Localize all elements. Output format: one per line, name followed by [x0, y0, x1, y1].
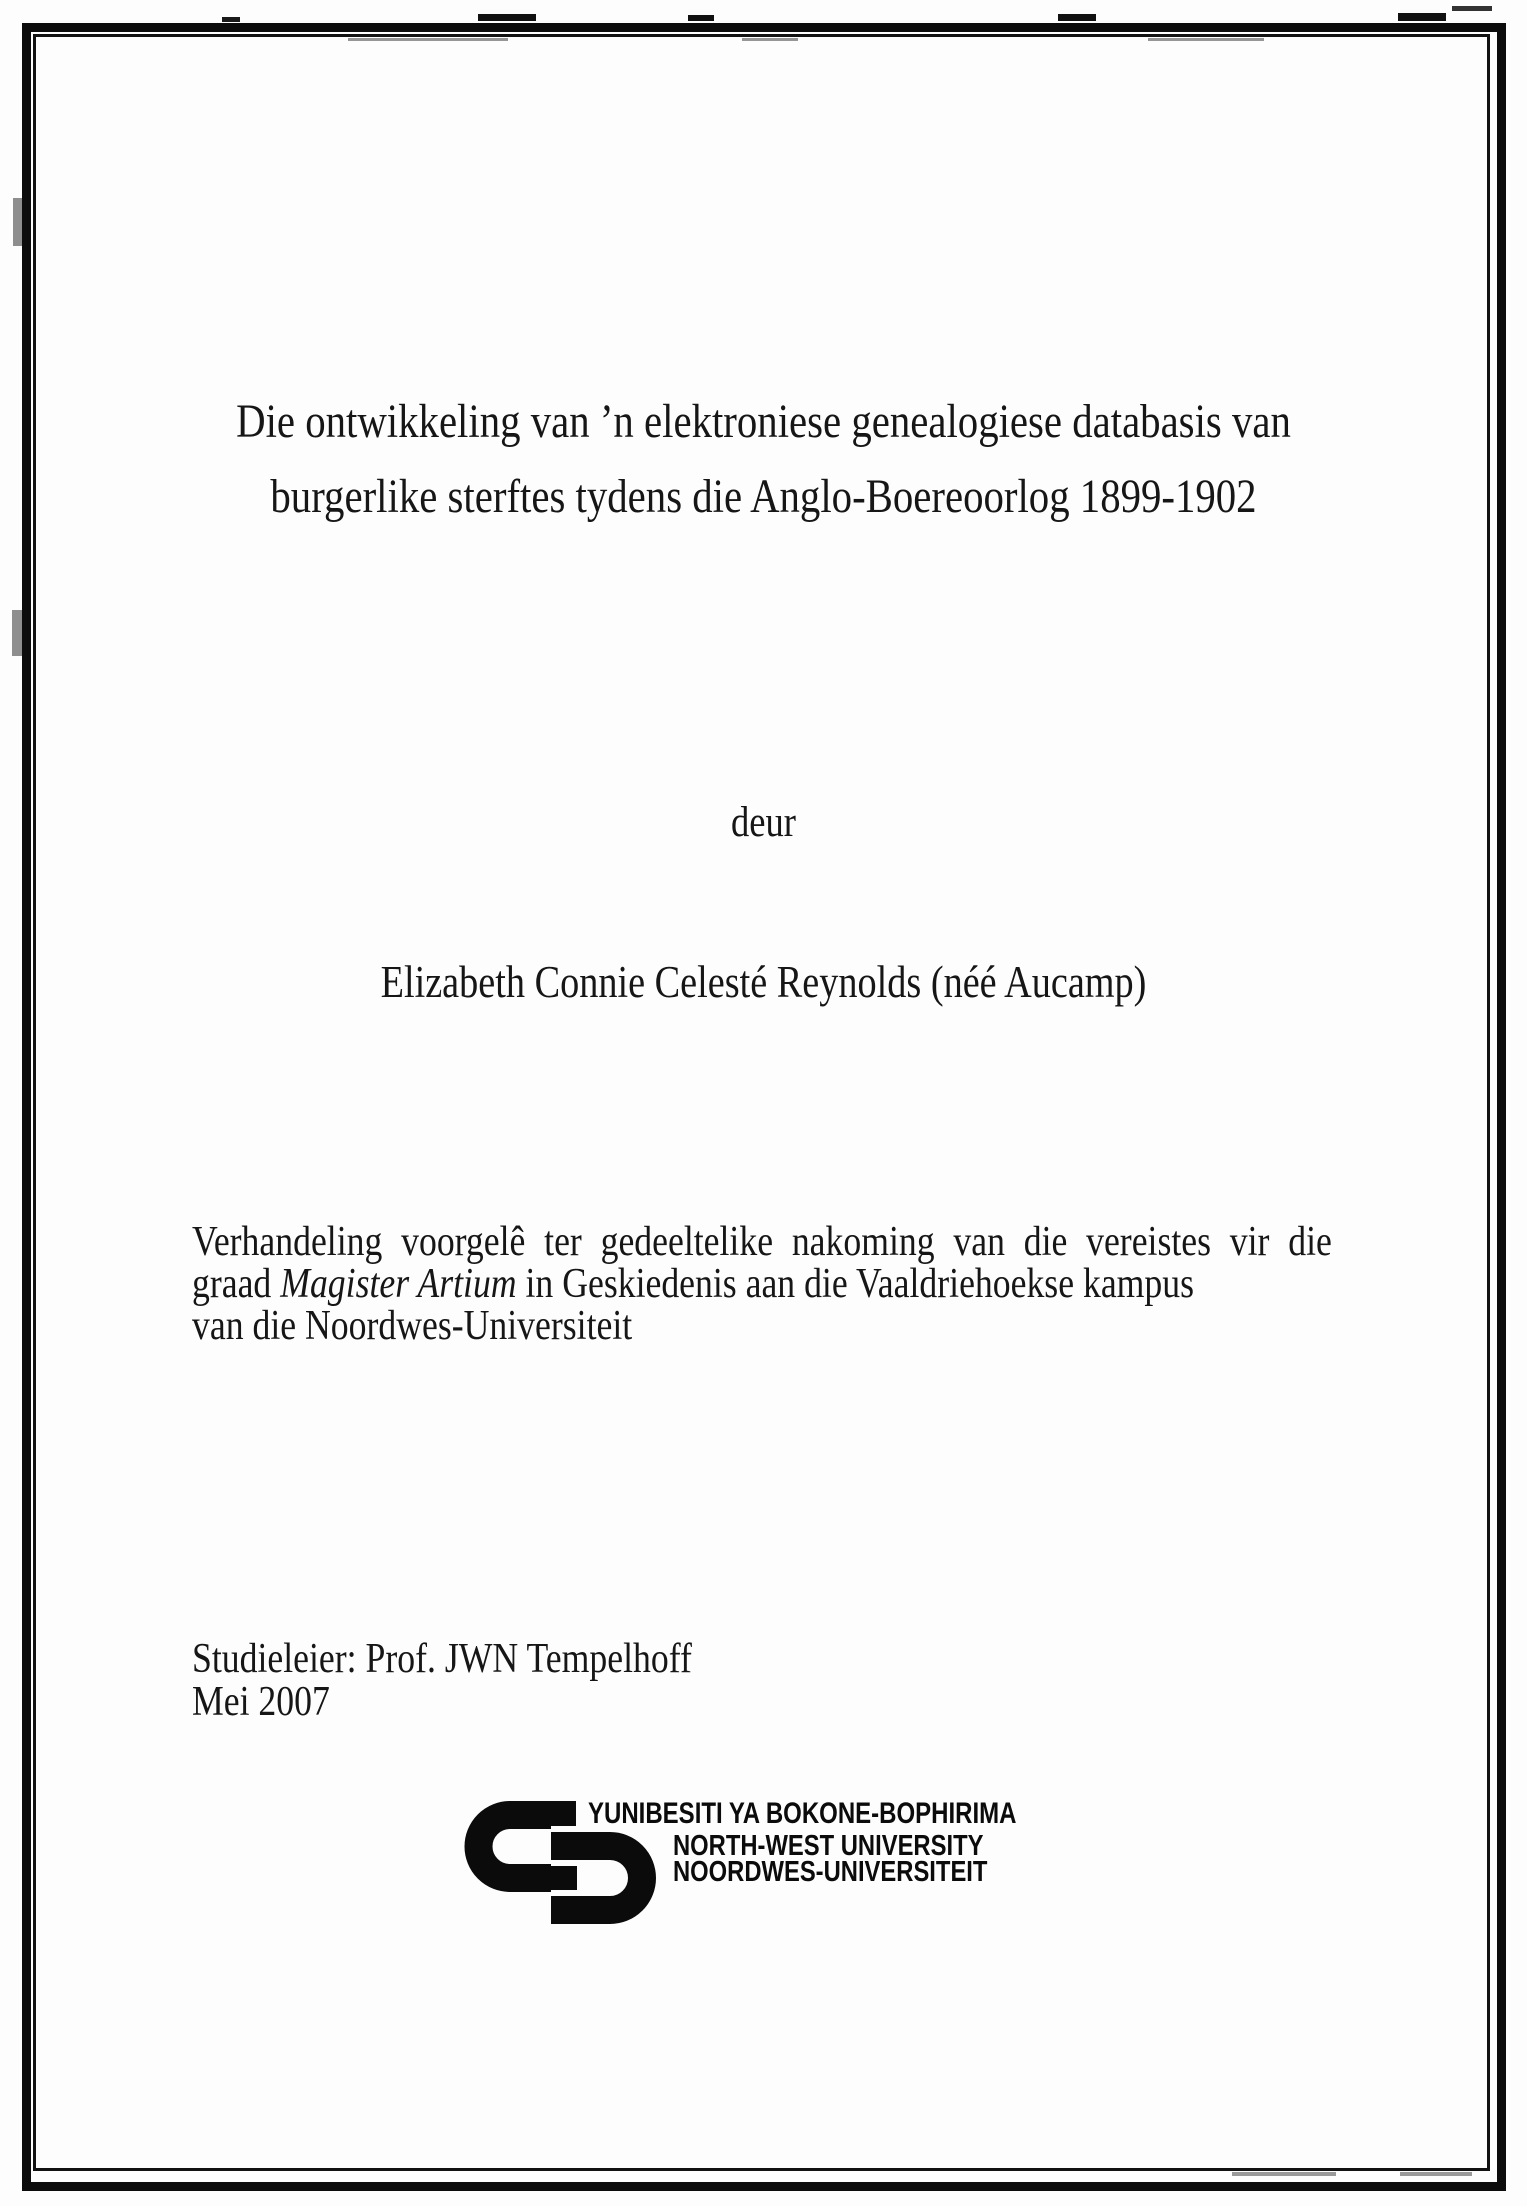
supervisor-block	[192, 1638, 692, 1724]
scan-artifact	[1452, 6, 1492, 11]
title-line-1: Die ontwikkeling van ’n elektroniese genealogiese databasis van	[236, 395, 1291, 448]
scan-artifact	[478, 14, 536, 21]
byline: deur	[731, 799, 796, 846]
scan-artifact	[222, 17, 240, 22]
submission-statement	[192, 1221, 1332, 1347]
date-line: Mei 2007	[192, 1679, 330, 1725]
author-name: Elizabeth Connie Celesté Reynolds (néé Aucamp)	[380, 957, 1147, 1007]
supervisor-line: Studieleier: Prof. JWN Tempelhoff	[192, 1636, 692, 1682]
statement-line-2-pre: graad	[192, 1261, 281, 1307]
scan-artifact	[1398, 13, 1446, 21]
thesis-title	[115, 384, 1413, 534]
scan-artifact	[12, 610, 22, 656]
statement-line-1: Verhandeling voorgelê ter gedeeltelike nakoming van die vereistes vir die	[192, 1219, 1332, 1265]
statement-line-2-post: in Geskiedenis aan die Vaaldriehoekse kampus	[516, 1261, 1195, 1307]
title-line-2: burgerlike sterftes tydens die Anglo-Boereoorlog 1899-1902	[270, 470, 1257, 523]
logo-text-setswana: YUNIBESITI YA BOKONE-BOPHIRIMA	[588, 1797, 1017, 1830]
scan-artifact	[13, 198, 22, 246]
statement-line-2	[192, 1263, 1332, 1305]
scan-artifact	[688, 15, 714, 21]
degree-name-italic: Magister Artium	[280, 1261, 517, 1307]
logo-text-english: NORTH-WEST UNIVERSITY	[673, 1830, 984, 1862]
scan-artifact	[1058, 14, 1096, 21]
statement-line-3: van die Noordwes-Universiteit	[192, 1303, 633, 1349]
logo-text-afrikaans: NOORDWES-UNIVERSITEIT	[673, 1856, 988, 1888]
